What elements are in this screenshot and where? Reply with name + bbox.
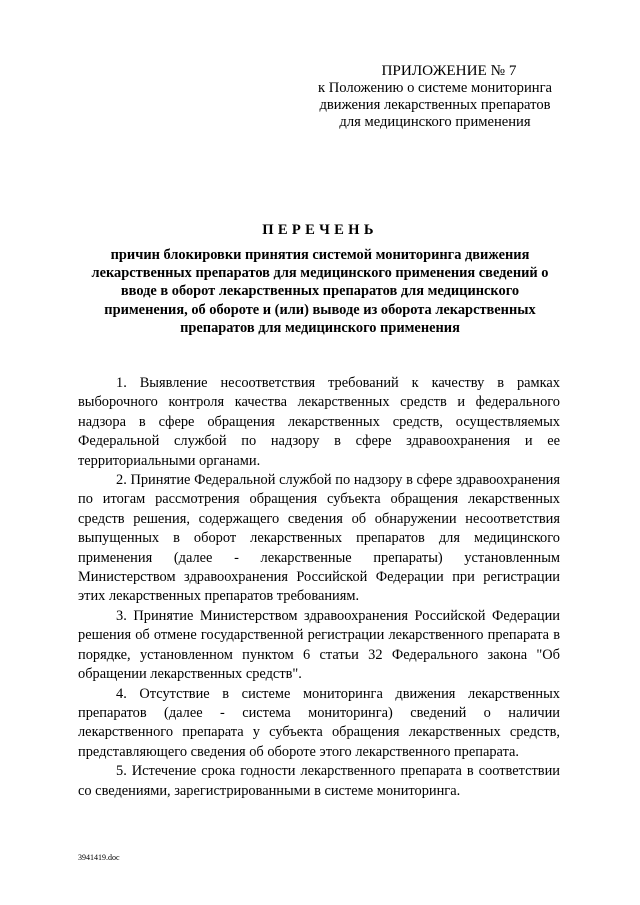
list-heading: ПЕРЕЧЕНЬ	[262, 222, 378, 238]
list-item-5: 5. Истечение срока годности лекарственного препарата в соответствии со сведениями, зарегистрированными в системе мониторинга.	[78, 763, 560, 799]
appendix-number: ПРИЛОЖЕНИЕ № 7	[381, 62, 517, 79]
footer-doc-code: 3941419.doc	[78, 853, 120, 862]
list-item-1: 1. Выявление несоответствия требований к качеству в рамках выборочного контроля качества лекарственных средств и федерального надзора в сфере обращения лекарственных средств, осуществляемых Федеральной службой по надзору в сфере здравоохранения и ее территориальными органами.	[78, 375, 560, 469]
list-item-2: 2. Принятие Федеральной службой по надзору в сфере здравоохранения по итогам рассмотрения обращения субъекта обращения лекарственных средств решения, содержащего сведения об обнаружении несоответствия выпущенных в оборот лекарственных препаратов для медицинского применения (далее - лекарственные препараты) установленным Министерством здравоохранения Российской Федерации при регистрации этих лекарственных препаратов требованиям.	[78, 472, 560, 605]
appendix-header	[290, 62, 580, 131]
list-item-3: 3. Принятие Министерством здравоохранения Российской Федерации решения об отмене государственной регистрации лекарственного препарата в порядке, установленном пунктом 6 статьи 32 Федерального закона "Об обращении лекарственных средств".	[78, 607, 560, 683]
appendix-line-1: к Положению о системе мониторинга	[317, 80, 553, 96]
list-subtitle: причин блокировки принятия системой мониторинга движения лекарственных препаратов для медицинского применения сведений о вводе в оборот лекарственных препаратов для медицинского применения, об обороте и (или) выводе из оборота лекарственных препаратов для медицинского применения	[91, 247, 549, 336]
list-item-4: 4. Отсутствие в системе мониторинга движения лекарственных препаратов (далее - система мониторинга) сведений о наличии лекарственного препарата у субъекта обращения лекарственных средств, представляющего сведения об обороте этого лекарственного препарата.	[78, 685, 560, 760]
items-list	[78, 374, 560, 801]
appendix-line-2: движения лекарственных препаратов	[319, 97, 551, 113]
appendix-line-3: для медицинского применения	[339, 114, 531, 130]
